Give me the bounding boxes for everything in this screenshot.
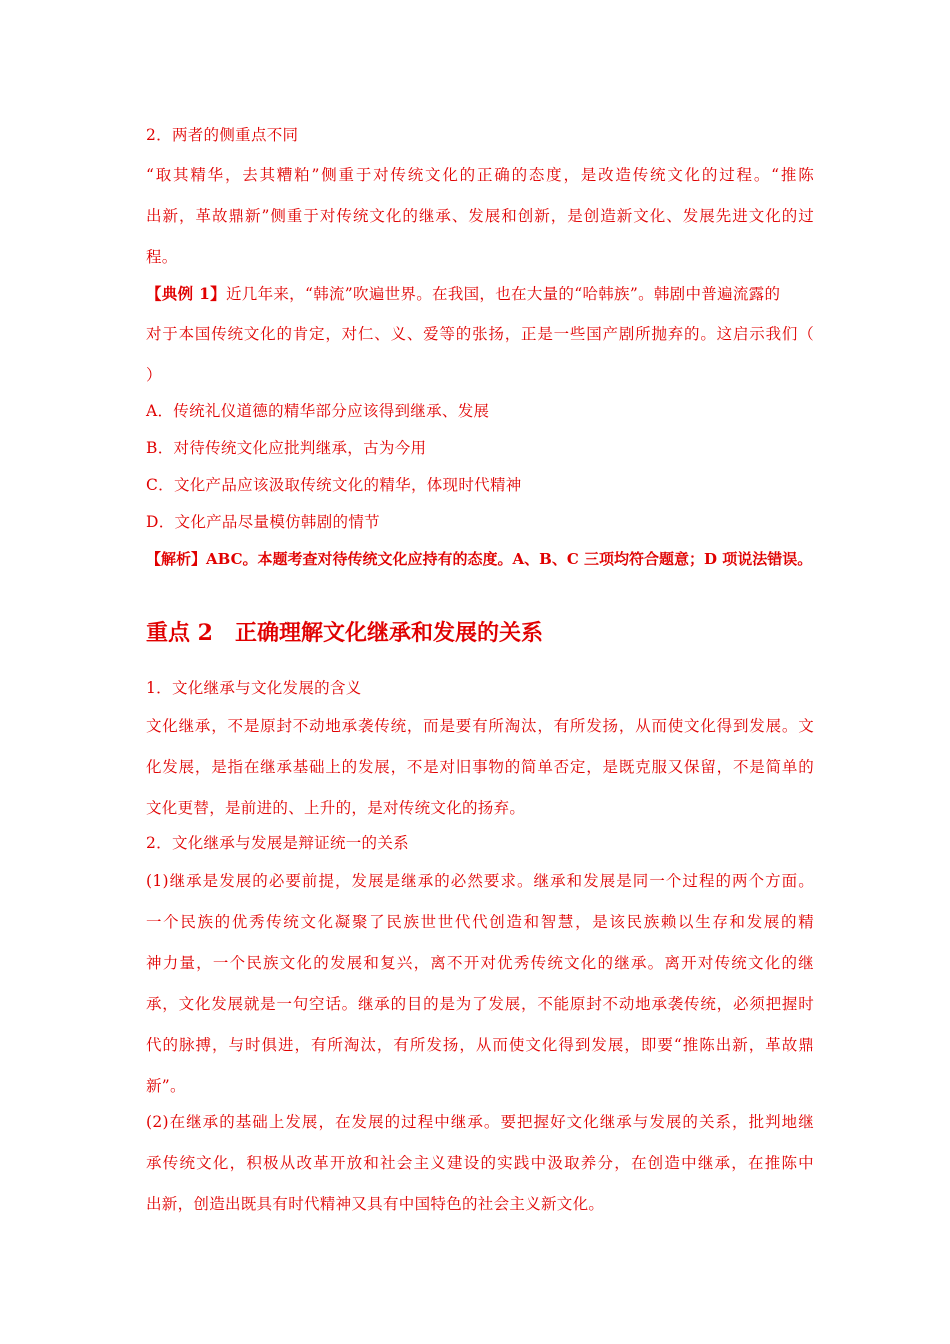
example-label: 【典例 1】	[146, 284, 226, 303]
section-heading: 重点 2 正确理解文化继承和发展的关系	[146, 620, 543, 646]
paragraph-line: (1)继承是发展的必要前提，发展是继承的必然要求。继承和发展是同一个过程的两个方面。	[146, 872, 814, 890]
paragraph-line: “取其精华，去其糟粕”侧重于对传统文化的正确的态度，是改造传统文化的过程。“推陈	[146, 166, 814, 184]
example-question-line: 对于本国传统文化的肯定，对仁、义、爱等的张扬，正是一些国产剧所抛弃的。这启示我们（	[146, 325, 814, 343]
paragraph-line: 承，文化发展就是一句空话。继承的目的是为了发展，不能原封不动地承袭传统，必须把握时	[146, 995, 814, 1013]
paragraph-line: (2)在继承的基础上发展，在发展的过程中继承。要把握好文化继承与发展的关系，批判地继	[146, 1113, 814, 1131]
paragraph-line: 程。	[146, 248, 178, 266]
paragraph-line: 一个民族的优秀传统文化凝聚了民族世世代代创造和智慧，是该民族赖以生存和发展的精	[146, 913, 814, 931]
example-question-text: 近几年来，“韩流”吹遍世界。在我国，也在大量的“哈韩族”。韩剧中普遍流露的	[225, 285, 781, 303]
analysis-text: 【解析】ABC。本题考查对待传统文化应持有的态度。A、B、C 三项均符合题意；D 项说法错误。	[146, 550, 813, 568]
paragraph-line: 出新，革故鼎新”侧重于对传统文化的继承、发展和创新，是创造新文化、发展先进文化的过	[146, 207, 814, 225]
paragraph-line: 文化更替，是前进的、上升的，是对传统文化的扬弃。	[146, 799, 526, 817]
item-title: 2．文化继承与发展是辩证统一的关系	[146, 834, 409, 852]
paragraph-line: 文化继承，不是原封不动地承袭传统，而是要有所淘汰，有所发扬，从而使文化得到发展。文	[146, 717, 814, 735]
paragraph-line: 出新，创造出既具有时代精神又具有中国特色的社会主义新文化。	[146, 1195, 605, 1213]
paragraph-line: 新”。	[146, 1077, 186, 1095]
example-question-line: ）	[146, 366, 162, 384]
paragraph-line: 神力量，一个民族文化的发展和复兴，离不开对优秀传统文化的继承。离开对传统文化的继	[146, 954, 814, 972]
option-b: B．对待传统文化应批判继承，古为今用	[146, 439, 427, 457]
example-question	[146, 283, 814, 305]
paragraph-line: 代的脉搏，与时俱进，有所淘汰，有所发扬，从而使文化得到发展，即要“推陈出新，革故鼎	[146, 1036, 814, 1054]
option-d: D．文化产品尽量模仿韩剧的情节	[146, 513, 380, 531]
item-title: 2．两者的侧重点不同	[146, 126, 299, 144]
item-title: 1．文化继承与文化发展的含义	[146, 679, 362, 697]
paragraph-line: 承传统文化，积极从改革开放和社会主义建设的实践中汲取养分，在创造中继承，在推陈中	[146, 1154, 814, 1172]
option-a: A．传统礼仪道德的精华部分应该得到继承、发展	[146, 402, 490, 420]
paragraph-line: 化发展，是指在继承基础上的发展，不是对旧事物的简单否定，是既克服又保留，不是简单的	[146, 758, 814, 776]
option-c: C．文化产品应该汲取传统文化的精华，体现时代精神	[146, 476, 522, 494]
